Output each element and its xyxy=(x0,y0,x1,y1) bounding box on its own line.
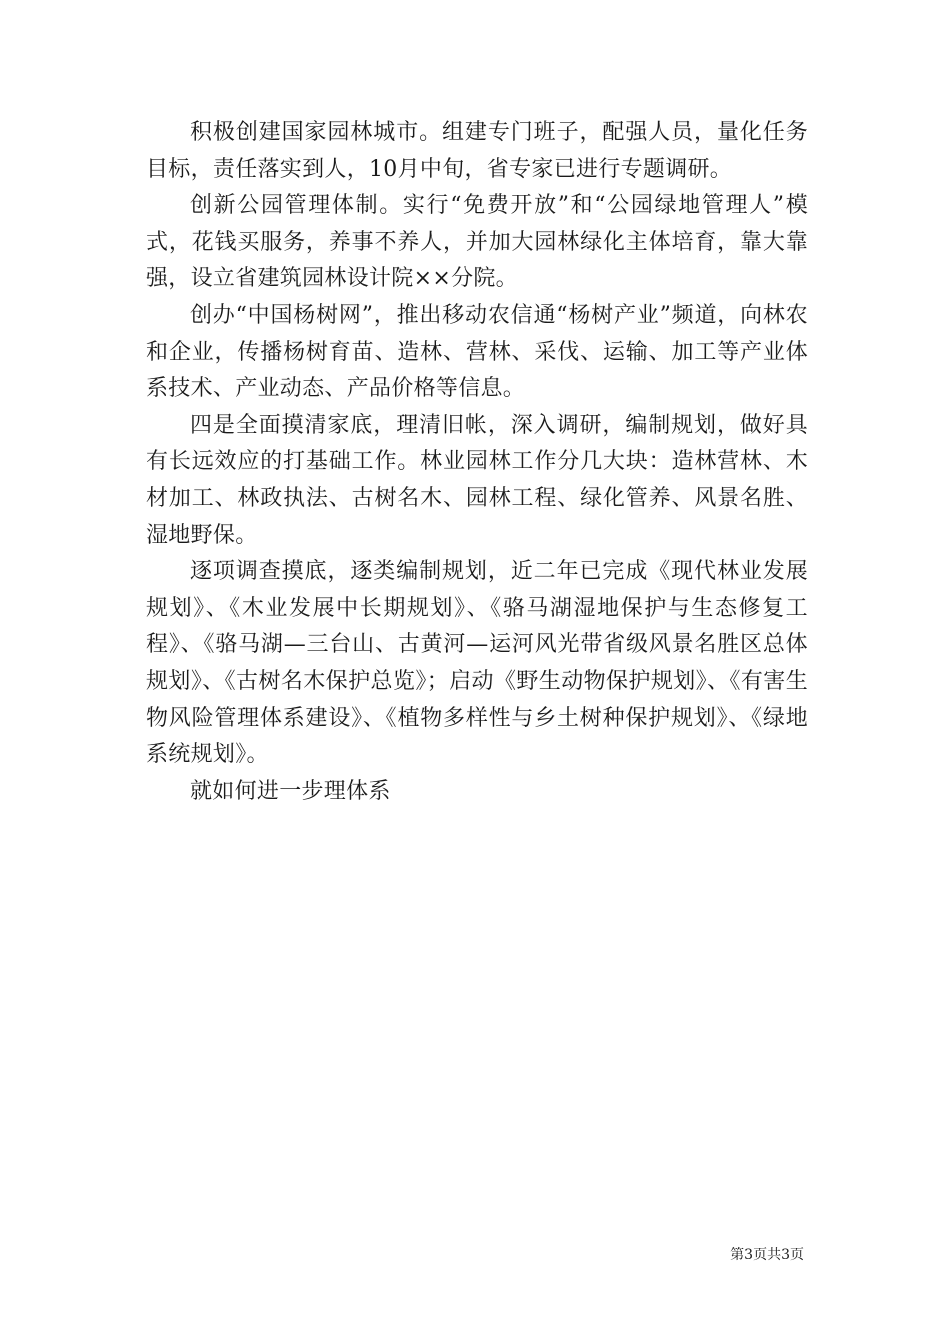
document-body xyxy=(146,115,808,810)
paragraph-survey-planning: 四是全面摸清家底，理清旧帐，深入调研，编制规划，做好具有长远效应的打基础工作。林业园林工作分几大块：造林营林、木材加工、林政执法、古树名木、园林工程、绿化管养、风景名胜、湿地野保。 xyxy=(146,412,808,548)
paragraph-next-steps: 就如何进一步理体系 xyxy=(190,778,391,804)
paragraph-completed-plans: 逐项调查摸底，逐类编制规划，近二年已完成《现代林业发展规划》、《木业发展中长期规划》、《骆马湖湿地保护与生态修复工程》、《骆马湖—三台山、古黄河—运河风光带省级风景名胜区总体规划》、《古树名木保护总览》；启动《野生动物保护规划》、《有害生物风险管理体系建设》、《植物多样性与乡土树种保护规划》、《绿地系统规划》。 xyxy=(146,559,808,768)
paragraph-garden-city: 积极创建国家园林城市。组建专门班子，配强人员，量化任务目标，责任落实到人，10月中旬，省专家已进行专题调研。 xyxy=(146,120,808,182)
page-number-footer: 第3页共3页 xyxy=(730,1247,804,1263)
paragraph-park-management: 创新公园管理体制。实行“免费开放”和“公园绿地管理人”模式，花钱买服务，养事不养人，并加大园林绿化主体培育，靠大靠强，设立省建筑园林设计院××分院。 xyxy=(146,193,808,292)
paragraph-poplar-network: 创办“中国杨树网”，推出移动农信通“杨树产业”频道，向林农和企业，传播杨树育苗、造林、营林、采伐、运输、加工等产业体系技术、产业动态、产品价格等信息。 xyxy=(146,302,808,402)
